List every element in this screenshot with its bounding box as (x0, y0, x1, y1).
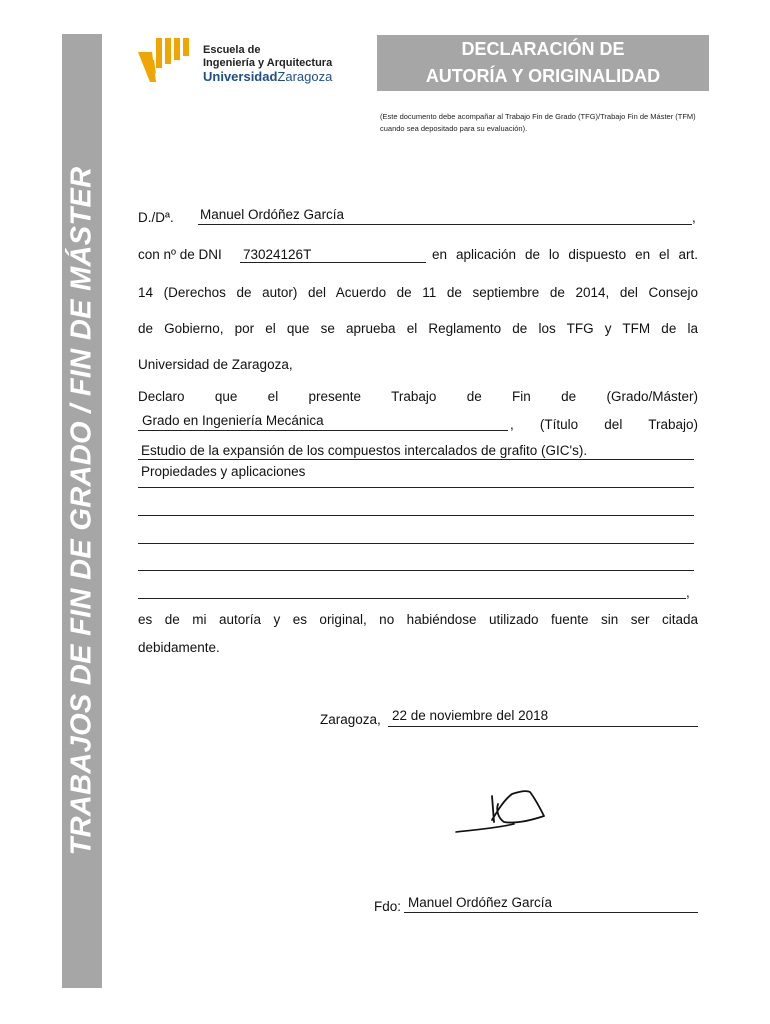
closing-line-1: es de mi autoría y es original, no habiéndose utilizado fuente sin ser citada (138, 612, 698, 627)
comma-1: , (692, 210, 696, 225)
signer-name-field[interactable]: Manuel Ordóñez García (408, 895, 553, 910)
date-field[interactable]: 22 de noviembre del 2018 (392, 708, 549, 723)
title-line-2: AUTORÍA Y ORIGINALIDAD (425, 66, 661, 86)
fdo-label: Fdo: (374, 899, 402, 914)
dni-field[interactable]: 73024126T (243, 247, 312, 262)
university-name-a: Universidad (203, 69, 278, 84)
document-title (377, 35, 709, 91)
title-underline-4 (138, 543, 694, 544)
degree-field[interactable]: Grado en Ingeniería Mecánica (142, 413, 324, 428)
school-name (203, 44, 332, 83)
school-name-line1: Escuela de (203, 44, 261, 56)
paragraph-line-2: de Gobierno, por el que se aprueba el Reglamento de los TFG y TFM de la (138, 321, 698, 336)
title-field-line-2[interactable]: Propiedades y aplicaciones (141, 464, 306, 479)
author-name-underline (198, 224, 692, 225)
author-name-field[interactable]: Manuel Ordóñez García (200, 207, 345, 222)
title-line-1: DECLARACIÓN DE (461, 39, 625, 59)
title-underline-3 (138, 515, 694, 516)
sidebar-title: TRABAJOS DE FIN DE GRADO / FIN DE MÁSTER (65, 166, 98, 856)
title-underline-1 (138, 459, 694, 460)
school-logo-icon (138, 38, 190, 84)
title-underline-6 (138, 598, 686, 599)
dni-underline (240, 262, 426, 263)
title-underline-5 (138, 570, 694, 571)
paragraph-line-3: Universidad de Zaragoza, (138, 357, 293, 372)
place-label: Zaragoza, (320, 712, 381, 727)
date-underline (388, 726, 698, 727)
university-name-b: Zaragoza (277, 69, 333, 84)
paragraph-line-1: 14 (Derechos de autor) del Acuerdo de 11 de septiembre de 2014, del Consejo (138, 285, 698, 300)
degree-underline (138, 430, 508, 431)
university-name (203, 70, 332, 83)
title-underline-2 (138, 487, 694, 488)
declaro-line: Declaro que el presente Trabajo de Fin de (Grado/Máster) (138, 389, 698, 404)
dd-label: D./Dª. (138, 210, 174, 225)
closing-line-2: debidamente. (138, 640, 220, 655)
comma-2: , (686, 585, 690, 600)
school-name-line2: Ingeniería y Arquitectura (203, 57, 333, 69)
header-note: (Este documento debe acompañar al Trabajo Fin de Grado (TFG)/Trabajo Fin de Máster (TFM) cuando sea depositado para su evaluación). (380, 112, 696, 133)
titulo-label: , (Título del Trabajo) (510, 417, 698, 432)
dni-after-text: en aplicación de lo dispuesto en el art. (432, 247, 698, 262)
title-field-line-1[interactable]: Estudio de la expansión de los compuestos intercalados de grafito (GIC's). (141, 443, 588, 458)
signer-underline (404, 912, 698, 913)
dni-label: con nº de DNI (138, 247, 222, 262)
signature-mark (452, 786, 548, 838)
